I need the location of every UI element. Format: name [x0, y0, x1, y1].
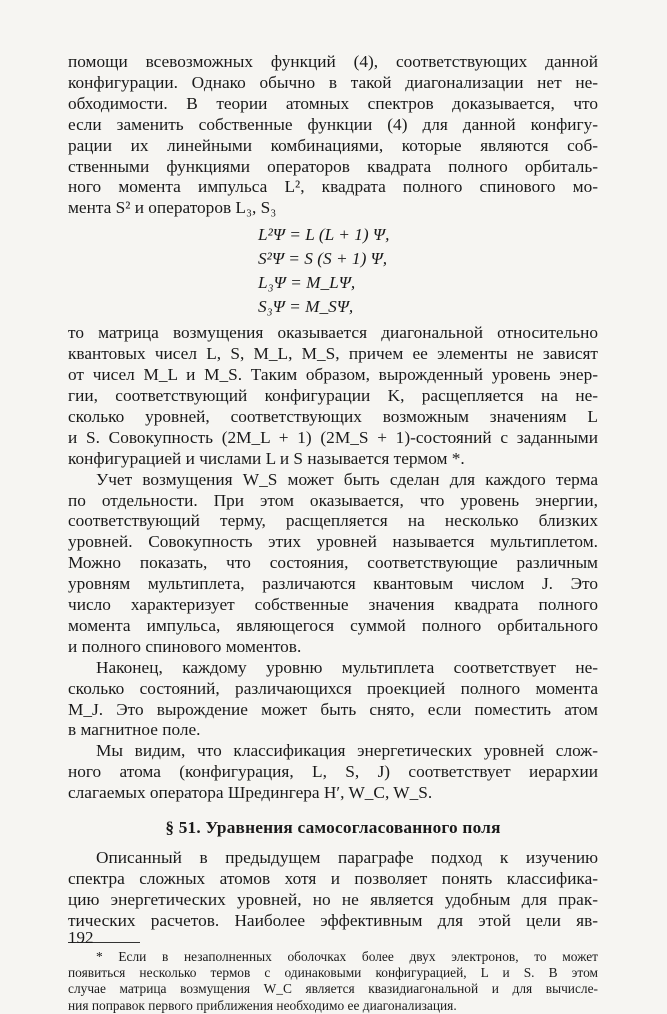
- text-line: если заменить собственные функции (4) для данной конфигу-: [68, 114, 598, 134]
- footnote-line: * Если в незаполненных оболочках более двух электронов, то может: [96, 948, 598, 964]
- text-line: уровней. Совокупность этих уровней называется мультиплетом.: [68, 532, 598, 552]
- equation-block: [258, 223, 598, 319]
- text-line: конфигурацией и числами L и S называется термом *.: [68, 448, 465, 468]
- text-line: гии, соответствующий конфигурации K, расщепляется на не-: [68, 385, 598, 405]
- text-line: и S. Совокупность (2M_L + 1) (2M_S + 1)-состояний с заданными: [68, 427, 598, 447]
- paragraph-3: [68, 470, 598, 658]
- text-line: Можно показать, что состояния, соответствующие различным: [68, 553, 598, 573]
- text-line: сколько состояний, различающихся проекцией полного момента: [68, 678, 598, 698]
- text-line: соответствующий терму, расщепляется на несколько близких: [68, 511, 598, 531]
- footnote: [68, 949, 598, 1014]
- equation: S²Ψ = S (S + 1) Ψ,: [258, 249, 388, 269]
- text-line: Мы видим, что классификация энергетических уровней слож-: [96, 741, 598, 761]
- text-line: Учет возмущения W_S может быть сделан для каждого терма: [96, 469, 598, 489]
- text-line: цию энергетических уровней, но не является удобным для прак-: [68, 889, 598, 909]
- text-line: то матрица возмущения оказывается диагональной относительно: [68, 323, 598, 343]
- text-line: конфигурации. Однако обычно в такой диагонализации нет не-: [68, 72, 598, 92]
- equation: L²Ψ = L (L + 1) Ψ,: [258, 225, 390, 245]
- text-line: сколько уровней, соответствующих возможным значениям L: [68, 406, 598, 426]
- text-line: Описанный в предыдущем параграфе подход к изучению: [96, 848, 598, 868]
- text-line: от чисел M_L и M_S. Таким образом, вырожденный уровень энер-: [68, 365, 598, 385]
- equation: L₃Ψ = M_LΨ,: [258, 273, 356, 293]
- text-line: момента импульса, являющегося суммой полного орбитального: [68, 615, 598, 635]
- text-line: мента S² и операторов L₃, S₃: [68, 198, 277, 218]
- text-line: в магнитное поле.: [68, 720, 201, 740]
- text-line: уровням мультиплета, различаются квантовым числом J. Это: [68, 574, 598, 594]
- text-line: рации их линейными комбинациями, которые являются соб-: [68, 135, 598, 155]
- text-line: спектра сложных атомов хотя и позволяет понять классифика-: [68, 869, 598, 888]
- text-line: тических расчетов. Наиболее эффективным для этой цели яв-: [68, 910, 598, 930]
- paragraph-2: [68, 323, 598, 469]
- footnote-line: ния поправок первого приближения необходимо ее диагонализация.: [68, 997, 457, 1013]
- text-line: ного атома (конфигурация, L, S, J) соответствует иерархии: [68, 762, 598, 782]
- text-line: M_J. Это вырождение может быть снято, если поместить атом: [68, 699, 598, 719]
- footnote-line: появиться несколько термов с одинаковыми конфигурацией, L и S. В этом: [68, 965, 598, 981]
- text-line: обходимости. В теории атомных спектров доказывается, что: [68, 93, 598, 113]
- text-line: ственными функциями операторов квадрата полного орбиталь-: [68, 156, 598, 176]
- footnote-line: случае матрица возмущения W_C является квазидиагональной и для вычисле-: [68, 981, 598, 997]
- paragraph-1: [68, 52, 598, 219]
- text-line: помощи всевозможных функций (4), соответствующих данной: [68, 52, 598, 71]
- text-line: и полного спинового моментов.: [68, 636, 302, 656]
- text-line: Наконец, каждому уровню мультиплета соответствует не-: [96, 657, 598, 677]
- text-line: число характеризует собственные значения квадрата полного: [68, 595, 598, 615]
- text-line: ного момента импульса L², квадрата полного спинового мо-: [68, 177, 598, 197]
- page-body: [68, 52, 598, 1014]
- page-number: 192: [68, 928, 94, 947]
- text-line: квантовых чисел L, S, M_L, M_S, причем ее элементы не зависят: [68, 344, 598, 364]
- paragraph-6: [68, 848, 598, 932]
- paragraph-4: [68, 658, 598, 742]
- text-line: по отдельности. При этом оказывается, что уровень энергии,: [68, 490, 598, 510]
- equation: S₃Ψ = M_SΨ,: [258, 297, 354, 317]
- section-heading: § 51. Уравнения самосогласованного поля: [165, 818, 501, 838]
- paragraph-5: [68, 741, 598, 804]
- text-line: слагаемых оператора Шредингера H′, W_C, W_S.: [68, 783, 433, 803]
